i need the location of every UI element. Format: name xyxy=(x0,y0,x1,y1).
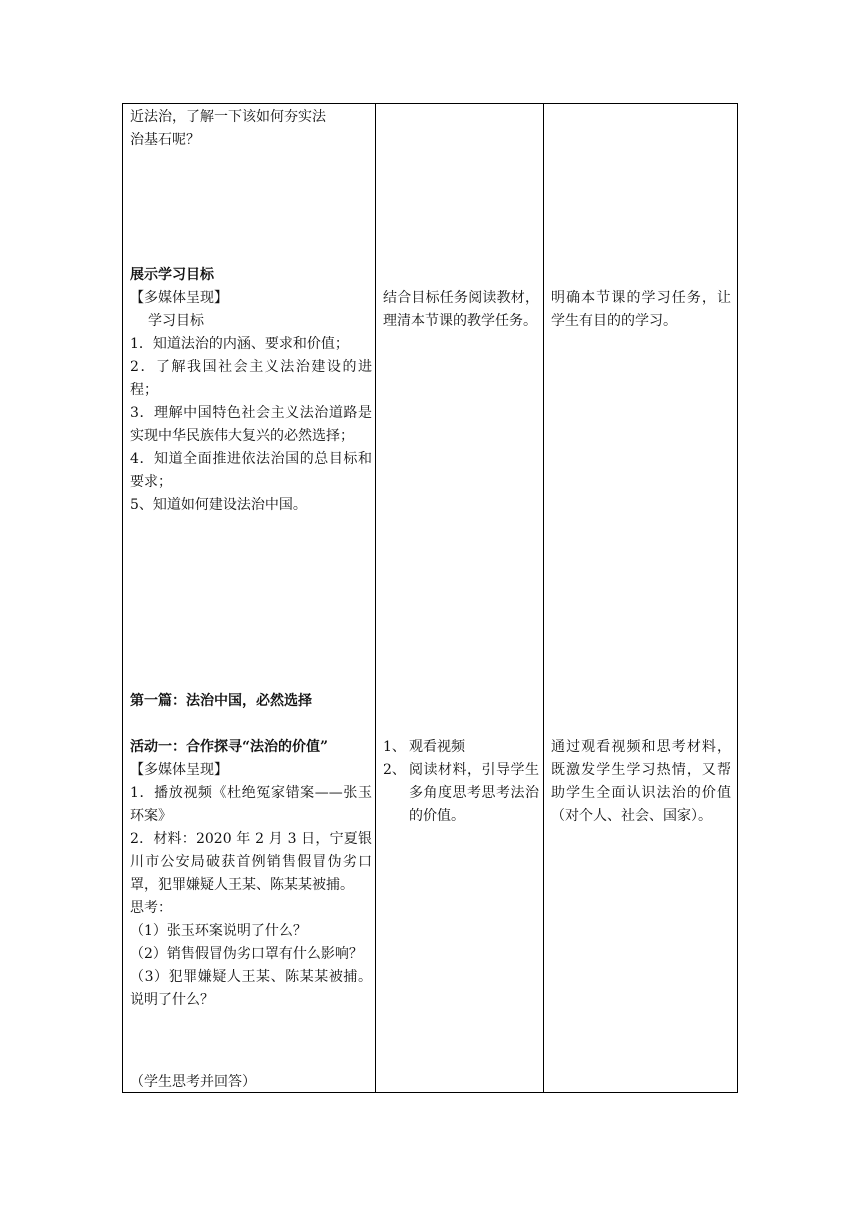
think-label: 思考： xyxy=(130,900,172,916)
step-item: 1、 观看视频 xyxy=(383,739,465,755)
question-item: （1）张玉环案说明了什么？ xyxy=(130,923,307,939)
goals-design-intent: 明确本节课的学习任务，让学生有目的的学习。 xyxy=(551,290,731,329)
goals-student-activity: 结合目标任务阅读教材，理清本节课的教学任务。 xyxy=(383,290,539,329)
goal-item: 2．了解我国社会主义法治建设的进程； xyxy=(130,359,372,398)
goals-heading: 展示学习目标 xyxy=(130,267,214,283)
goal-item: 3．理解中国特色社会主义法治道路是实现中华民族伟大复兴的必然选择； xyxy=(130,405,372,444)
activity-item: 2．材料：2020 年 2 月 3 日，宁夏银川市公安局破获首例销售假冒伪劣口罩，犯罪嫌疑人王某、陈某某被捕。 xyxy=(130,831,372,893)
goal-item: 4．知道全面推进依法治国的总目标和要求； xyxy=(130,451,372,490)
activity-steps xyxy=(383,736,539,828)
activity-heading: 活动一：合作探寻“法治的价值” xyxy=(130,739,329,755)
question-item: （2）销售假冒伪劣口罩有什么影响？ xyxy=(130,946,363,962)
part-heading: 第一篇：法治中国，必然选择 xyxy=(130,693,312,709)
goals-block xyxy=(130,264,372,517)
activity-media-label: 【多媒体呈现】 xyxy=(130,762,228,778)
activity-block xyxy=(130,736,372,1012)
step-item: 2、 阅读材料，引导学生多角度思考思考法治的价值。 xyxy=(383,762,539,824)
column-divider-1 xyxy=(375,103,376,1093)
goal-item: 1．知道法治的内涵、要求和价值； xyxy=(130,336,349,352)
intro-text: 近法治，了解一下该如何夯实法 治基石呢？ xyxy=(130,109,326,148)
goals-media-label: 【多媒体呈现】 xyxy=(130,290,228,306)
activity-item: 1．播放视频《杜绝冤家错案——张玉环案》 xyxy=(130,785,372,824)
goal-item: 5、知道如何建设法治中国。 xyxy=(130,497,307,513)
question-item: （3）犯罪嫌疑人王某、陈某某被捕。说明了什么？ xyxy=(130,969,372,1008)
goals-title: 学习目标 xyxy=(148,313,204,329)
column-divider-2 xyxy=(543,103,544,1093)
activity-design-intent: 通过观看视频和思考材料，既激发学生学习热情，又帮助学生全面认识法治的价值（对个人、社会、国家）。 xyxy=(551,739,731,824)
closing-note: （学生思考并回答） xyxy=(130,1074,256,1090)
